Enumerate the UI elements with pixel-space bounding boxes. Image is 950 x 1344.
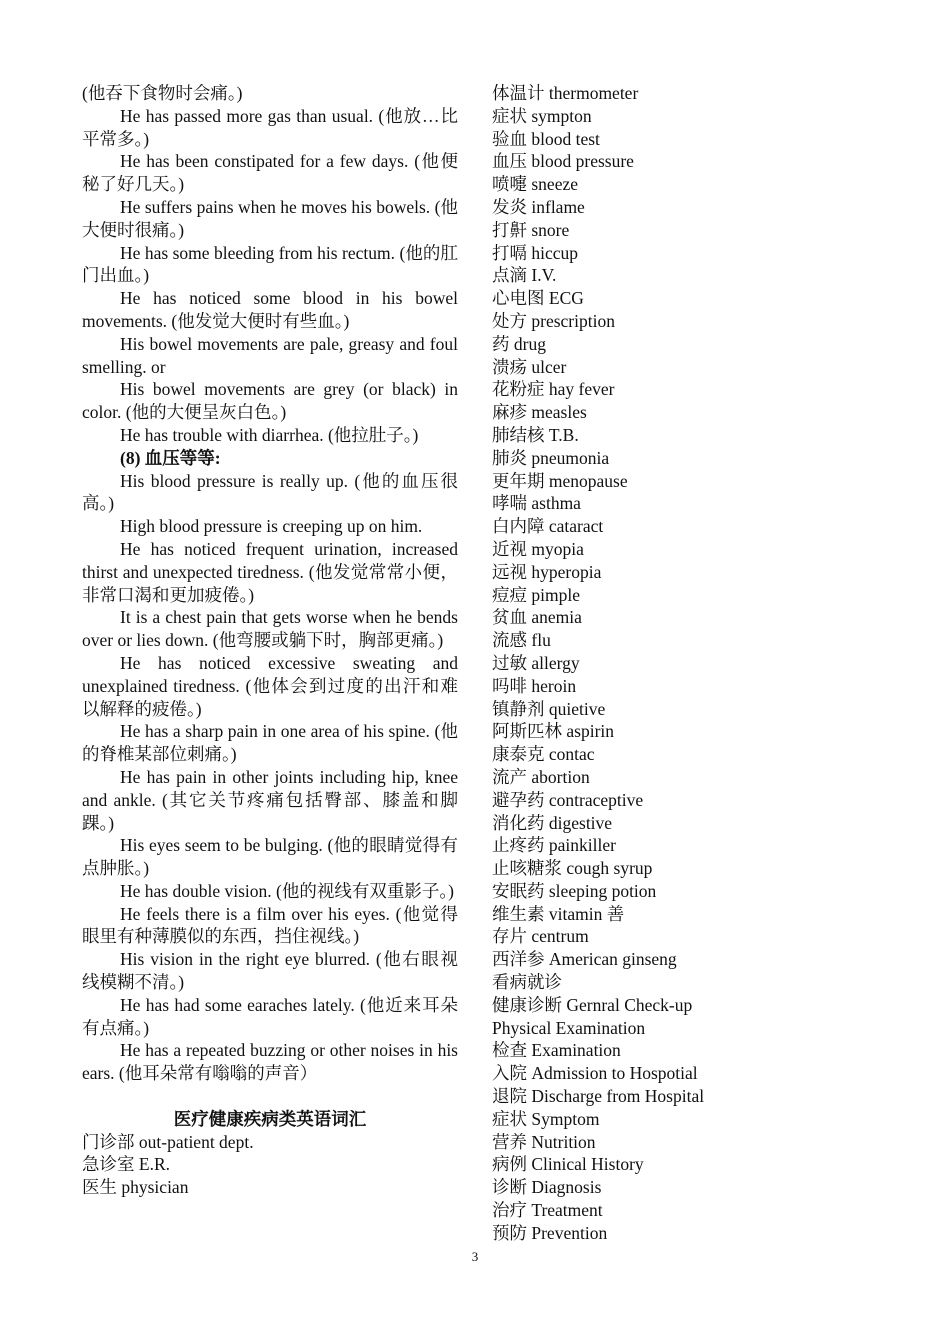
vocab-item: 康泰克 contac bbox=[492, 744, 595, 765]
vocab-item: 处方 prescription bbox=[492, 310, 615, 331]
vocab-item: 打鼾 snore bbox=[492, 219, 570, 240]
vocab-item: 病例 Clinical History bbox=[492, 1154, 644, 1175]
vocab-item: 镇静剂 quietive bbox=[492, 698, 606, 719]
vocab-item: 检查 Examination bbox=[492, 1040, 621, 1061]
vocab-item: 哮喘 asthma bbox=[492, 493, 581, 514]
vocab-item: 健康诊断 Gernral Check-up bbox=[492, 994, 693, 1015]
vocab-item: 退院 Discharge from Hospital bbox=[492, 1086, 705, 1107]
sentence: His bowel movements are grey (or black) in color. (他的大便呈灰白色。) bbox=[82, 379, 458, 423]
vocab-item: 看病就诊 bbox=[492, 972, 562, 993]
vocab-item: 肺结核 T.B. bbox=[492, 424, 579, 445]
vocab-item: 心电图 ECG bbox=[492, 288, 584, 309]
vocab-item: 溃疡 ulcer bbox=[492, 356, 567, 377]
sentence: He suffers pains when he moves his bowels. (他大便时很痛。) bbox=[82, 196, 458, 240]
vocab-item: 流感 flu bbox=[492, 630, 551, 651]
vocab-item: 营养 Nutrition bbox=[492, 1131, 596, 1152]
right-column bbox=[492, 82, 792, 1245]
vocab-item: 打嗝 hiccup bbox=[492, 242, 579, 263]
vocab-item: 验血 blood test bbox=[492, 128, 600, 149]
vocab-item: Physical Examination bbox=[492, 1017, 646, 1038]
vocab-item: 消化药 digestive bbox=[492, 812, 613, 833]
section-heading: (8) 血压等等: bbox=[120, 447, 221, 468]
page-number: 3 bbox=[471, 1249, 479, 1264]
vocab-item: 治疗 Treatment bbox=[492, 1200, 603, 1221]
sentence: He has a repeated buzzing or other noises in his ears. (他耳朵常有嗡嗡的声音） bbox=[82, 1040, 458, 1084]
sentence: He has some bleeding from his rectum. (他的肛门出血。) bbox=[82, 242, 458, 286]
vocab-item: 阿斯匹林 aspirin bbox=[492, 721, 615, 742]
left-column bbox=[82, 82, 458, 1199]
vocab-item: 症状 Symptom bbox=[492, 1108, 600, 1129]
vocab-item: 症状 sympton bbox=[492, 105, 592, 126]
vocab-item: 远视 hyperopia bbox=[492, 561, 602, 582]
vocab-item: 诊断 Diagnosis bbox=[492, 1177, 602, 1198]
vocab-item: 安眠药 sleeping potion bbox=[492, 880, 657, 901]
sentence: He has noticed some blood in his bowel movements. (他发觉大便时有些血。) bbox=[82, 288, 458, 331]
sentence: His blood pressure is really up. (他的血压很高。) bbox=[82, 470, 458, 514]
sentence: He has double vision. (他的视线有双重影子。) bbox=[120, 880, 454, 901]
vocab-item: 止疼药 painkiller bbox=[492, 835, 616, 856]
vocab-item: 麻疹 measles bbox=[492, 402, 587, 423]
sentence: High blood pressure is creeping up on him. bbox=[120, 516, 423, 537]
vocab-item: 医生 physician bbox=[82, 1177, 189, 1198]
sentence: (他吞下食物时会痛。) bbox=[82, 83, 243, 103]
vocab-item: 肺炎 pneumonia bbox=[492, 447, 610, 468]
vocab-item: 喷嚏 sneeze bbox=[492, 174, 579, 195]
vocab-item: 体温计 thermometer bbox=[492, 83, 639, 103]
vocab-item: 药 drug bbox=[492, 333, 546, 354]
sentence: It is a chest pain that gets worse when he bends over or lies down. (他弯腰或躺下时，胸部更痛。) bbox=[82, 607, 458, 651]
vocab-item: 血压 blood pressure bbox=[492, 151, 634, 172]
sentence: His vision in the right eye blurred. (他右眼视线模糊不清。) bbox=[82, 949, 458, 993]
sentence: He has been constipated for a few days. (他便秘了好几天。) bbox=[82, 151, 458, 195]
vocab-item: 预防 Prevention bbox=[492, 1222, 608, 1243]
vocab-item: 白内障 cataract bbox=[492, 516, 604, 537]
sentence: He has noticed frequent urination, increased thirst and unexpected tiredness. (他发觉常常小便，非常口渴和更加疲倦。) bbox=[82, 538, 458, 605]
vocab-item: 过敏 allergy bbox=[492, 652, 580, 673]
vocab-item: 吗啡 heroin bbox=[492, 675, 577, 696]
sentence: He feels there is a film over his eyes. (他觉得眼里有种薄膜似的东西，挡住视线。) bbox=[82, 903, 458, 947]
vocab-item: 门诊部 out-patient dept. bbox=[82, 1131, 254, 1152]
vocab-item: 花粉症 hay fever bbox=[492, 379, 615, 400]
sentence: He has a sharp pain in one area of his spine. (他的脊椎某部位刺痛。) bbox=[82, 721, 458, 765]
vocab-item: 急诊室 E.R. bbox=[82, 1154, 170, 1175]
sentence: He has trouble with diarrhea. (他拉肚子。) bbox=[120, 424, 419, 445]
sentence: His eyes seem to be bulging. (他的眼睛觉得有点肿胀。) bbox=[82, 835, 458, 879]
sentence: He has passed more gas than usual. (他放…比平常多。) bbox=[82, 105, 458, 149]
vocab-item: 流产 abortion bbox=[492, 766, 590, 787]
vocab-item: 贫血 anemia bbox=[492, 607, 582, 628]
sentence: His bowel movements are pale, greasy and foul smelling. or bbox=[82, 333, 458, 377]
sentence: He has had some earaches lately. (他近来耳朵有点痛。) bbox=[82, 994, 458, 1038]
vocab-item: 发炎 inflame bbox=[492, 196, 585, 217]
vocab-item: 维生素 vitamin 善 bbox=[492, 903, 625, 924]
vocab-item: 存片 centrum bbox=[492, 926, 589, 947]
vocab-item: 止咳糖浆 cough syrup bbox=[492, 858, 653, 879]
vocab-item: 近视 myopia bbox=[492, 538, 584, 559]
vocab-item: 痘痘 pimple bbox=[492, 584, 580, 605]
vocab-item: 避孕药 contraceptive bbox=[492, 789, 644, 810]
vocab-item: 点滴 I.V. bbox=[492, 265, 557, 286]
sentence: He has noticed excessive sweating and unexplained tiredness. (他体会到过度的出汗和难以解释的疲倦。) bbox=[82, 652, 458, 719]
vocab-item: 更年期 menopause bbox=[492, 470, 628, 491]
vocab-item: 入院 Admission to Hospotial bbox=[492, 1063, 698, 1084]
vocab-title: 医疗健康疾病类英语词汇 bbox=[173, 1108, 367, 1129]
vocab-item: 西洋参 American ginseng bbox=[492, 949, 677, 970]
sentence: He has pain in other joints including hip, knee and ankle. (其它关节疼痛包括臀部、膝盖和脚踝。) bbox=[82, 766, 458, 833]
